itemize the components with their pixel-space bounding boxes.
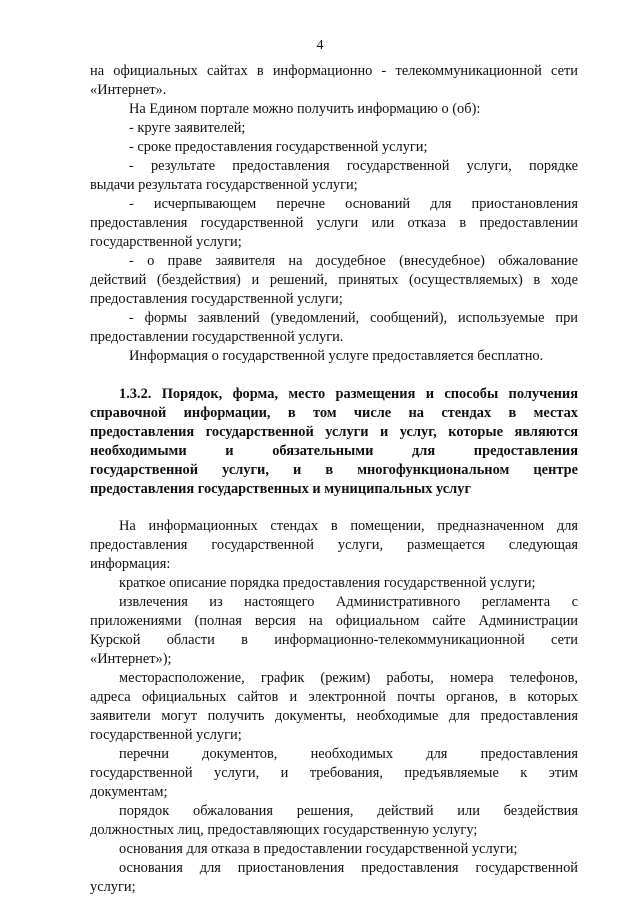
list-item (90, 745, 578, 802)
page-number: 4 (316, 38, 324, 53)
stands-lead (90, 517, 578, 574)
list-item (90, 309, 578, 347)
portal-section (90, 100, 578, 366)
text-line: государственной услуги; (90, 234, 242, 250)
text-line: услуги; (90, 879, 136, 895)
text-line: предоставления государственной услуги, размещается следующая (90, 537, 578, 553)
list-item (90, 195, 578, 252)
list-item (90, 119, 578, 138)
text-line: основания для отказа в предоставлении государственной услуги; (119, 841, 518, 857)
heading-line: предоставления государственных и муниципальных услуг (90, 481, 471, 497)
text-line: государственной услуги; (90, 727, 242, 743)
text-line: на официальных сайтах в информационно - телекоммуникационной сети (90, 63, 578, 79)
text-line: выдачи результата государственной услуги; (90, 177, 358, 193)
portal-lead: На Едином портале можно получить информацию о (об): (129, 101, 481, 117)
heading-line: предоставления государственной услуги и услуг, которые являются (90, 424, 578, 440)
text-line: месторасположение, график (режим) работы, номера телефонов, (119, 670, 578, 686)
text-line: заявители могут получить документы, необходимые для предоставления (90, 708, 578, 724)
heading-line: необходимыми и обязательными для предоставления (90, 443, 578, 459)
text-line: На информационных стендах в помещении, предназначенном для (119, 518, 578, 534)
text-line: порядок обжалования решения, действий или бездействия (119, 803, 578, 819)
text-line: - сроке предоставления государственной услуги; (129, 139, 428, 155)
heading-line: государственной услуги, и в многофункциональном центре (90, 462, 578, 478)
text-line: краткое описание порядка предоставления государственной услуги; (119, 575, 536, 591)
text-line: государственной услуги, и требования, предъявляемые к этим (90, 765, 578, 781)
section-heading (90, 385, 578, 499)
text-line: Курской области в информационно-телекоммуникационной сети (90, 632, 578, 648)
list-item (90, 138, 578, 157)
text-line: - о праве заявителя на досудебное (внесудебное) обжалование (129, 253, 578, 269)
list-item (90, 840, 578, 859)
stands-section (90, 517, 578, 897)
text-line: информация: (90, 556, 171, 572)
text-line: основания для приостановления предоставления государственной (119, 860, 578, 876)
text-line: - формы заявлений (уведомлений, сообщений), используемые при (129, 310, 578, 326)
intro-paragraph (90, 62, 578, 100)
text-line: - результате предоставления государственной услуги, порядке (129, 158, 578, 174)
spacer (90, 366, 578, 385)
text-line: приложениями (полная версия на официальном сайте Администрации (90, 613, 578, 629)
text-line: перечни документов, необходимых для предоставления (119, 746, 578, 762)
text-line: извлечения из настоящего Административного регламента с (119, 594, 578, 610)
text-line: действий (бездействия) и решений, принятых (осуществляемых) в ходе (90, 272, 578, 288)
text-line: предоставлении государственной услуги. (90, 329, 344, 345)
list-item (90, 859, 578, 897)
text-line: предоставления государственной услуги; (90, 291, 343, 307)
free-info-note: Информация о государственной услуге предоставляется бесплатно. (129, 348, 544, 364)
list-item (90, 157, 578, 195)
text-line: - круге заявителей; (129, 120, 246, 136)
text-line: документам; (90, 784, 168, 800)
list-item (90, 802, 578, 840)
list-item (90, 574, 578, 593)
heading-line: справочной информации, в том числе на стендах в местах (90, 405, 578, 421)
text-line: «Интернет»); (90, 651, 172, 667)
spacer (90, 499, 578, 517)
list-item (90, 593, 578, 669)
list-item (90, 669, 578, 745)
list-item (90, 252, 578, 309)
text-line: должностных лиц, предоставляющих государственную услугу; (90, 822, 478, 838)
text-line: адреса официальных сайтов и электронной почты органов, в которых (90, 689, 578, 705)
text-line: - исчерпывающем перечне оснований для приостановления (129, 196, 578, 212)
text-line: предоставления государственной услуги или отказа в предоставлении (90, 215, 578, 231)
document-body (90, 62, 578, 897)
text-line: «Интернет». (90, 82, 167, 98)
heading-line: 1.3.2. Порядок, форма, место размещения и способы получения (119, 386, 578, 402)
